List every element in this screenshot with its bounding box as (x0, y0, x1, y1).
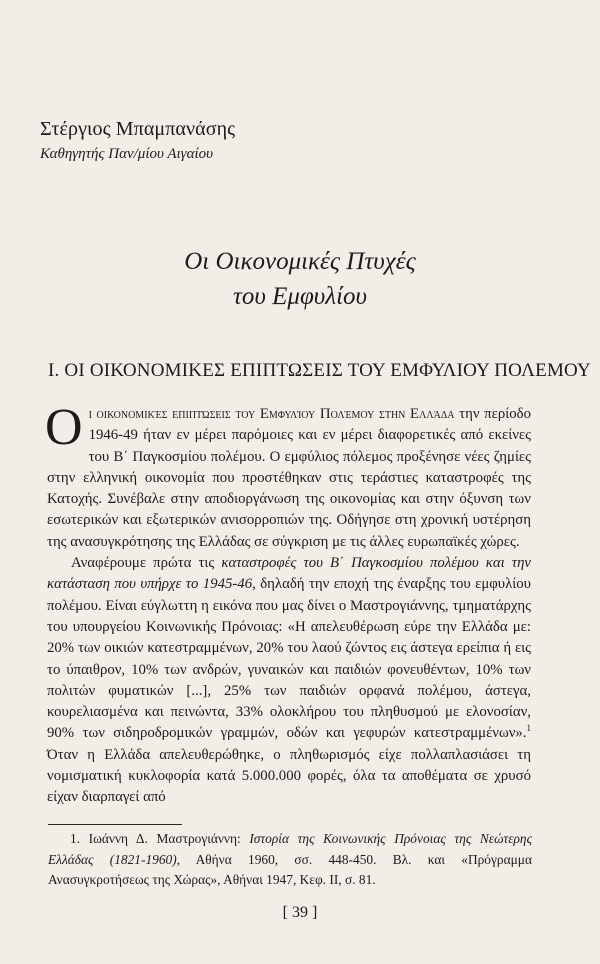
chapter-title (0, 244, 600, 314)
paragraph-2-text-b: , δηλαδή την εποχή της έναρξης του εμφυλίου πολέμου. Είναι εύγλωττη η εικόνα που μας δίνει ο Μαστρογιάννης, τμηματάρχης του υπουργείου Κοινωνικής Πρόνοιας: «Η απελευθέρωση εύρε την Ελλάδα με: 20% των οικιών κατεστραμμένων, 20% του λαού ζώντος εις άστεγα ερείπια ή εις το ύπαιθρον, 10% των ανδρών, γυναικών και παιδιών φονευθέντων, 10% των πολιτών φυματικών [...], 25% των παιδιών ορφανά πολέμου, άστεγα, κουρελιασμένα και πεινώντα, 33% ολοκλήρου του πληθυσμού με ελονοσίαν, 90% των σιδηροδρομικών γραμμών, οδών και γεφυρών κατεστραμμένων». (47, 576, 531, 742)
page-number: [ 39 ] (282, 904, 318, 921)
chapter-title-line-1: Οι Οικονομικές Πτυχές (184, 248, 416, 275)
footnote-text-a: 1. Ιωάννη Δ. Μαστρογιάννη: (70, 831, 250, 846)
chapter-title-line-2: του Εμφυλίου (232, 283, 368, 310)
author-affiliation: Καθηγητής Παν/μίου Αιγαίου (40, 146, 214, 162)
drop-cap: Ο (45, 399, 83, 456)
section-heading: I. ΟΙ ΟΙΚΟΝΟΜΙΚΕΣ ΕΠΙΠΤΩΣΕΙΣ ΤΟΥ ΕΜΦΥΛΙΟΥ ΠΟΛΕΜΟΥ (48, 360, 591, 381)
paragraph-1 (45, 399, 532, 553)
footnote-italic: Ιστορία της Κοινωνικής Πρόνοιας της Νεώτερης Ελλάδας (1821-1960) (48, 831, 533, 867)
author-name: Στέργιος Μπαμπανάσης (40, 118, 236, 140)
paragraph-2-italic: καταστροφές του Β΄ Παγκοσμίου πολέμου και την κατάσταση που υπήρχε το 1945-46 (47, 555, 531, 593)
paragraph-2-text-a: Αναφέρουμε πρώτα τις (71, 555, 222, 572)
footnote (48, 829, 532, 891)
body-text (45, 399, 532, 809)
footnote-text-b: , Αθήνα 1960, σσ. 448-450. Βλ. και «Πρόγραμμα Ανασυγκροτήσεως της Χώρας», Αθήναι 1947, Κεφ. ΙΙ, σ. 81. (48, 851, 532, 887)
footnote-divider (48, 824, 182, 825)
paragraph-1-lead: ι οικονομικές επιπτώσεις του Εμφυλίου Πολέμου στην Ελλάδα (88, 406, 455, 422)
paragraph-2 (47, 553, 531, 809)
paragraph-2-text-c: Όταν η Ελλάδα απελευθερώθηκε, ο πληθωρισμός είχε πολλαπλασιάσει τη νομισματική κυκλοφορία κατά 5.000.000 φορές, όλα τα αποθέματα σε χρυσό είχαν διαρπαγεί από (47, 746, 531, 806)
footnote-1 (48, 829, 532, 891)
paragraph-1-text: την περίοδο 1946-49 ήταν εν μέρει παρόμοιες και εν μέρει διαφορετικές από εκείνες του Β΄ Παγκοσμίου πολέμου. Ο εμφύλιος πόλεμος προξένησε νέες ζημίες στην ελληνική οικονομία που προστέθηκαν στις τεράστιες καταστροφές της Κατοχής. Συνέβαλε στην αποδιοργάνωση της οικονομίας και στην όξυνση των εσωτερικών και εξωτερικών ανισορροπιών της. Οδήγησε στη χρονική υστέρηση της ανασυγκρότησης της Ελλάδας σε σύγκριση με τις άλλες ευρωπαϊκές χώρες. (47, 406, 532, 550)
footnote-reference[interactable]: 1 (526, 723, 531, 734)
